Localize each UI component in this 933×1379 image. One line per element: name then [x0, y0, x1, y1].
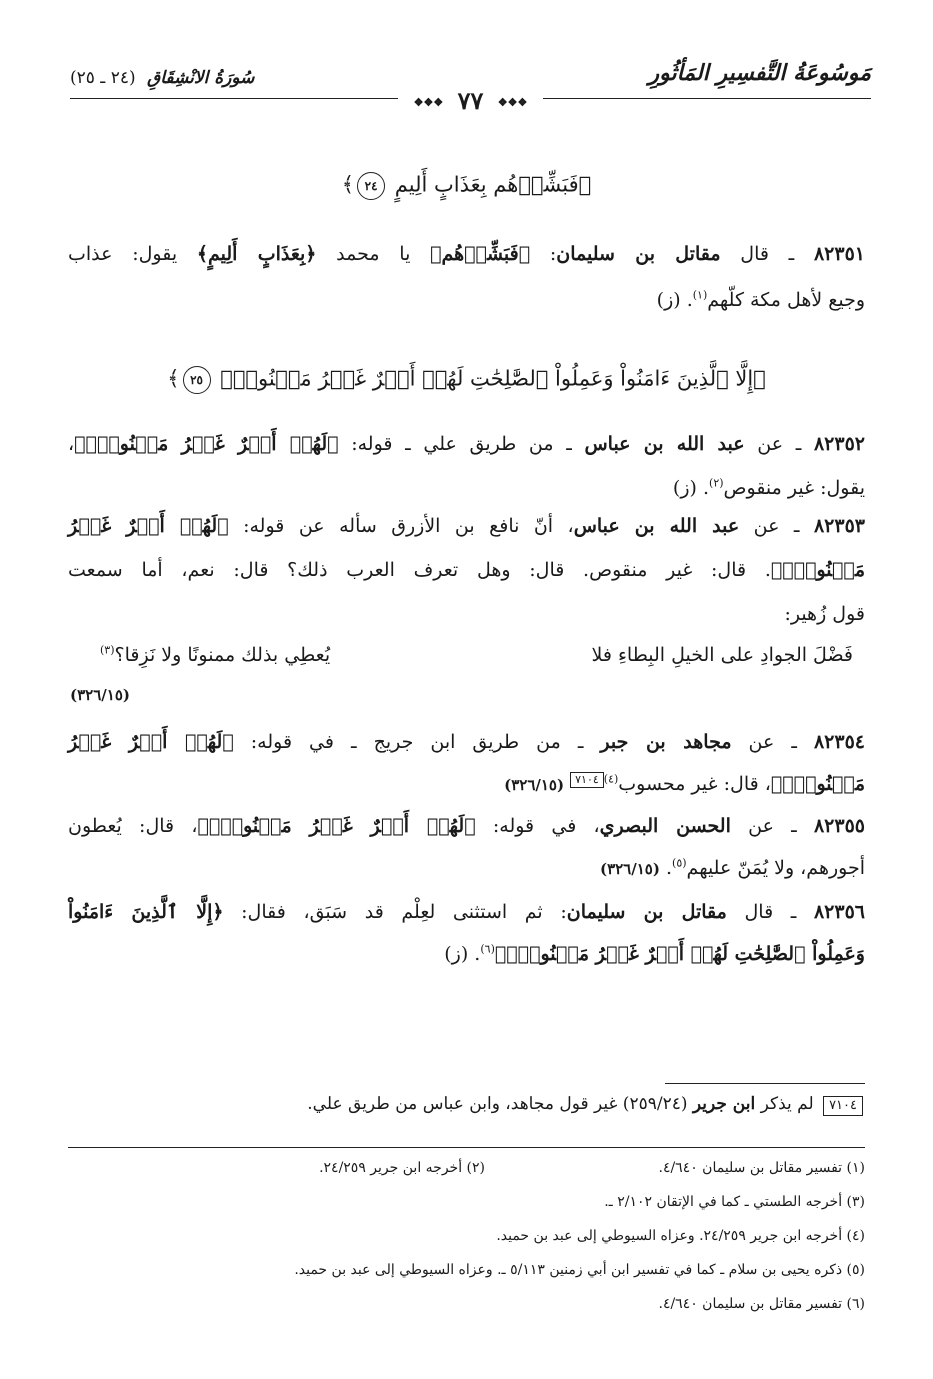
page-number: ٧٧	[457, 86, 484, 115]
footnote-ref[interactable]: (٢)	[709, 476, 724, 490]
quran-quote: مَمۡنُونِۭ﴾	[770, 773, 865, 795]
entry-number: ٨٢٣٥٢	[813, 433, 865, 455]
verse-heading-25: ﴿إِلَّا ٱلَّذِينَ ءَامَنُواْ وَعَمِلُواْ ٱلصَّٰلِحَٰتِ لَهُمۡ أَجۡرٌ غَيۡرُ مَمۡنُونِۭ ٢٥﴾	[60, 366, 873, 394]
note-ref-box[interactable]: ٧١٠٤	[570, 772, 604, 788]
poem-first-hemistich: فَضْلَ الجوادِ على الخيلِ البِطاءِ فلا	[591, 644, 853, 666]
quran-quote: ﴿فَبَشِّرۡهُم﴾	[430, 243, 531, 265]
source-ref: (٣٢٦/١٥)	[504, 776, 565, 794]
author-name: ابن جرير	[692, 1094, 756, 1114]
footnote-ref[interactable]: (٥)	[672, 856, 687, 870]
footnote-5: (٥) ذكره يحيى بن سلام ـ كما في تفسير ابن أبي زمنين ٥/١١٣ ـ. وعزاه السيوطي إلى عبد بن حميد.	[294, 1262, 865, 1278]
poem-second-hemistich: يُعطِي بذلك ممنونًا ولا نَزِقا؟$^{(٣)}$	[100, 643, 331, 666]
narrator-name: الحسن البصري	[599, 815, 731, 837]
entry-82351-line2: وجيع لأهل مكة كلّهم$^{(١)}$. (ز)	[656, 288, 865, 311]
entry-82352-line1: ٨٢٣٥٢ ـ عن عبد الله بن عباس ـ من طريق علي ـ قوله: ﴿لَهُمۡ أَجۡرٌ غَيۡرُ مَمۡنُونِۭ﴾،	[68, 433, 865, 455]
narrator-name: عبد الله بن عباس	[573, 515, 740, 537]
surah-name: سُورَةُ الانْشِقَاقِ	[147, 68, 255, 88]
footnote-6: (٦) تفسير مقاتل بن سليمان ٤/٦٤٠.	[658, 1296, 865, 1312]
entry-82353-ref	[70, 680, 130, 709]
quran-quote: ﴿لَهُمۡ أَجۡرٌ غَيۡرُ	[68, 515, 229, 537]
footnote-separator	[68, 1147, 865, 1148]
entry-number: ٨٢٣٥٥	[813, 815, 865, 837]
narrator-name: مجاهد بن جبر	[600, 731, 732, 753]
footnote-4: (٤) أخرجه ابن جرير ٢٤/٢٥٩. وعزاه السيوطي إلى عبد بن حميد.	[496, 1228, 865, 1244]
footnote-3: (٣) أخرجه الطستي ـ كما في الإتقان ٢/١٠٢ ـ.	[604, 1194, 865, 1210]
note-number-box: ٧١٠٤	[823, 1096, 863, 1116]
quran-quote: ﴿لَهُمۡ أَجۡرٌ غَيۡرُ مَمۡنُونِۭ﴾	[197, 815, 476, 837]
quran-quote: ﴿لَهُمۡ أَجۡرٌ غَيۡرُ مَمۡنُونِۭ﴾	[74, 433, 339, 455]
entry-82353-line3: قول زُهير:	[784, 603, 865, 625]
entry-82353-line1: ٨٢٣٥٣ ـ عن عبد الله بن عباس، أنّ نافع بن الأزرق سأله عن قوله: ﴿لَهُمۡ أَجۡرٌ غَيۡرُ	[68, 515, 865, 537]
quran-quote: وَعَمِلُواْ ٱلصَّٰلِحَٰتِ لَهُمۡ أَجۡرٌ غَيۡرُ مَمۡنُونِۭ﴾	[494, 943, 865, 965]
book-title: مَوسُوعَةُ التَّفسِيرِ المَأثُورِ	[648, 60, 871, 86]
page-number-block	[70, 86, 871, 115]
entry-82354-line1: ٨٢٣٥٤ ـ عن مجاهد بن جبر ـ من طريق ابن جريج ـ في قوله: ﴿لَهُمۡ أَجۡرٌ غَيۡرُ	[68, 731, 865, 753]
footnote-ref[interactable]: (٣)	[100, 643, 115, 657]
entry-82353-line2: مَمۡنُونِۭ﴾. قال: غير منقوص. قال: وهل تعرف العرب ذلك؟ قال: نعم، أما سمعت	[68, 559, 865, 581]
footnote-ref[interactable]: (٦)	[480, 942, 495, 956]
verse-text: ﴿إِلَّا ٱلَّذِينَ ءَامَنُواْ وَعَمِلُواْ ٱلصَّٰلِحَٰتِ لَهُمۡ أَجۡرٌ غَيۡرُ مَمۡنُونِۭ	[220, 366, 766, 391]
entry-82351-line1: ٨٢٣٥١ ـ قال مقاتل بن سليمان: ﴿فَبَشِّرۡهُم﴾ يا محمد ﴿بِعَذَابٍ أَلِيمٍ﴾ يقول: عذاب	[68, 243, 865, 265]
quran-quote: ﴿إِلَّا ٱلَّذِينَ ءَامَنُواْ	[68, 901, 224, 923]
source-ref: (٣٢٦/١٥)	[70, 686, 130, 704]
ornament-icon: ❖❖❖	[497, 96, 528, 109]
footnote-1: (١) تفسير مقاتل بن سليمان ٤/٦٤٠.	[658, 1160, 865, 1176]
narrator-name: مقاتل بن سليمان	[566, 901, 727, 923]
source-ref: (٣٢٦/١٥)	[599, 860, 660, 878]
author-note: ٧١٠٤ لم يذكر ابن جرير (٢٥٩/٢٤) غير قول مجاهد، وابن عباس من طريق علي.	[60, 1094, 863, 1116]
entry-number: ٨٢٣٥٦	[813, 901, 865, 923]
quran-quote: مَمۡنُونِۭ﴾	[770, 559, 865, 581]
note-separator	[665, 1083, 865, 1084]
verses-range: (٢٤ ـ ٢٥)	[70, 68, 136, 88]
entry-82356-line1: ٨٢٣٥٦ ـ قال مقاتل بن سليمان: ثم استثنى لعِلْم قد سَبَق، فقال: ﴿إِلَّا ٱلَّذِينَ ءَامَنُواْ	[68, 901, 865, 923]
entry-82355-line1: ٨٢٣٥٥ ـ عن الحسن البصري، في قوله: ﴿لَهُمۡ أَجۡرٌ غَيۡرُ مَمۡنُونِۭ﴾، قال: يُعطون	[68, 815, 865, 837]
narrator-name: عبد الله بن عباس	[584, 433, 745, 455]
entry-number: ٨٢٣٥٤	[813, 731, 865, 753]
entry-82352-line2: يقول: غير منقوص$^{(٢)}$. (ز)	[672, 476, 865, 499]
entry-number: ٨٢٣٥١	[813, 243, 865, 265]
surah-label	[70, 68, 254, 88]
entry-82355-line2: أجورهم، ولا يُمَنّ عليهم$^{(٥)}$. (٣٢٦/١٥)	[599, 856, 865, 879]
ornament-icon: ❖❖❖	[413, 96, 444, 109]
quran-quote: ﴿لَهُمۡ أَجۡرٌ غَيۡرُ	[68, 731, 234, 753]
narrator-name: مقاتل بن سليمان	[556, 243, 721, 265]
ayah-number: ٢٥	[183, 366, 211, 394]
page-header	[70, 56, 871, 116]
entry-number: ٨٢٣٥٣	[813, 515, 865, 537]
verse-text: ﴿فَبَشِّرۡهُم بِعَذَابٍ أَلِيمٍ	[394, 172, 592, 197]
footnote-2: (٢) أخرجه ابن جرير ٢٤/٢٥٩.	[319, 1160, 485, 1176]
quran-quote: ﴿بِعَذَابٍ أَلِيمٍ﴾	[196, 243, 317, 265]
footnote-ref[interactable]: (٤)	[603, 772, 619, 786]
entry-82356-line2: وَعَمِلُواْ ٱلصَّٰلِحَٰتِ لَهُمۡ أَجۡرٌ غَيۡرُ مَمۡنُونِۭ﴾$^{(٦)}$. (ز)	[444, 942, 865, 965]
ayah-number: ٢٤	[357, 172, 385, 200]
verse-heading-24: ﴿فَبَشِّرۡهُم بِعَذَابٍ أَلِيمٍ ٢٤﴾	[60, 172, 873, 200]
entry-82354-line2: مَمۡنُونِۭ﴾، قال: غير محسوب$^{(٤)}$٧١٠٤ (٣٢٦/١٥)	[504, 772, 865, 795]
footnote-ref[interactable]: (١)	[692, 288, 708, 302]
